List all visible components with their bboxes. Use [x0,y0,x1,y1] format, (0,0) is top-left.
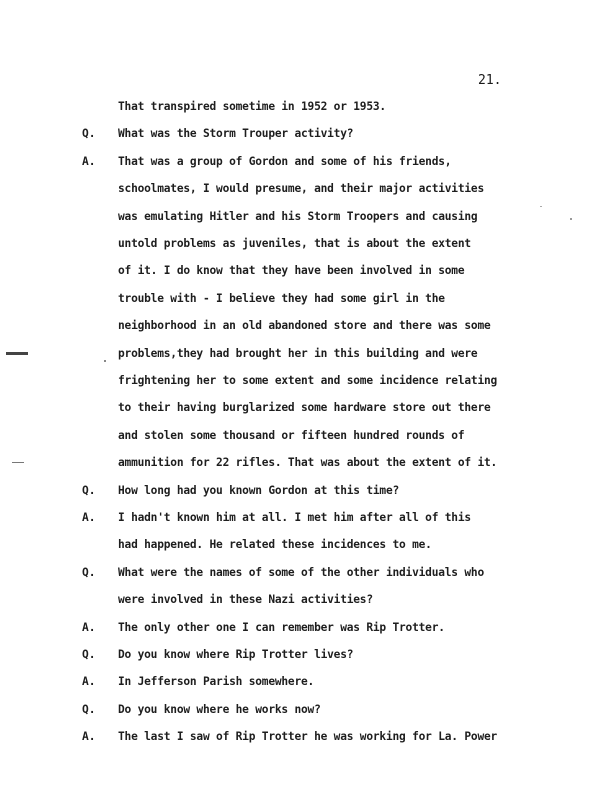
transcript-line: and stolen some thousand or fifteen hundred rounds of [118,429,465,442]
transcript-line: untold problems as juveniles, that is about the extent [118,237,471,250]
transcript-line: What was the Storm Trouper activity? [118,127,354,140]
speaker-marker: A. [82,511,96,524]
scan-mark [6,352,28,355]
speaker-marker: A. [82,675,96,688]
transcript-line: That transpired sometime in 1952 or 1953. [118,100,386,113]
transcript-line: In Jefferson Parish somewhere. [118,675,315,688]
transcript-line: The last I saw of Rip Trotter he was working for La. Power [118,730,498,743]
transcript-line: schoolmates, I would presume, and their major activities [118,182,484,195]
speaker-marker: A. [82,621,96,634]
speaker-marker: Q. [82,127,96,140]
speaker-marker: A. [82,155,96,168]
transcript-line: neighborhood in an old abandoned store and there was some [118,319,491,332]
speaker-marker: Q. [82,703,96,716]
transcript-line: Do you know where Rip Trotter lives? [118,648,354,661]
transcript-line: I hadn't known him at all. I met him after all of this [118,511,471,524]
speaker-marker: Q. [82,484,96,497]
speaker-marker: A. [82,730,96,743]
transcript-line: problems,they had brought her in this building and were [118,347,478,360]
scan-dot [540,206,542,207]
transcript-line: Do you know where he works now? [118,703,321,716]
speaker-marker: Q. [82,648,96,661]
transcript-line: of it. I do know that they have been involved in some [118,264,465,277]
scan-dot [104,360,106,362]
page-number: 21. [478,73,502,88]
transcript-line: How long had you known Gordon at this time? [118,484,400,497]
transcript-line: That was a group of Gordon and some of his friends, [118,155,452,168]
transcript-line: What were the names of some of the other individuals who [118,566,484,579]
scan-mark [12,462,24,463]
scan-dot [570,218,572,220]
speaker-marker: Q. [82,566,96,579]
transcript-line: had happened. He related these incidences to me. [118,538,432,551]
transcript-line: ammunition for 22 rifles. That was about the extent of it. [118,456,498,469]
transcript-line: was emulating Hitler and his Storm Troopers and causing [118,210,478,223]
transcript-line: frightening her to some extent and some incidence relating [118,374,498,387]
transcript-line: The only other one I can remember was Rip Trotter. [118,621,445,634]
transcript-line: were involved in these Nazi activities? [118,593,373,606]
transcript-line: trouble with - I believe they had some girl in the [118,292,445,305]
transcript-line: to their having burglarized some hardware store out there [118,401,491,414]
